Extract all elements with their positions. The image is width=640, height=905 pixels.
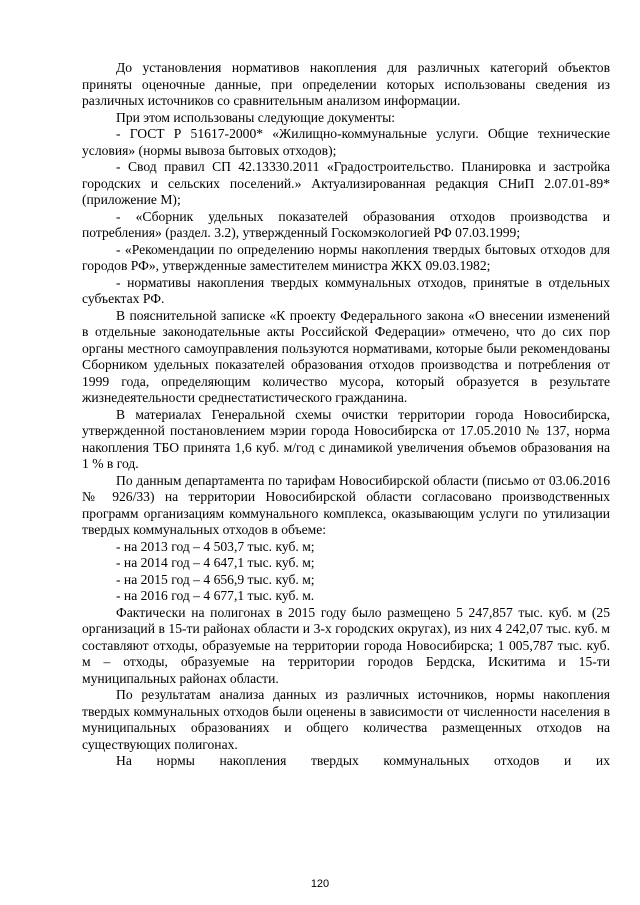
list-item-gost: - ГОСТ Р 51617-2000* «Жилищно-коммунальные услуги. Общие технические условия» (нормы вывоза бытовых отходов); <box>82 126 610 158</box>
list-item-sp-42: - Свод правил СП 42.13330.2011 «Градостроительство. Планировка и застройка городских и сельских поселений.» Актуализированная редакция СНиП 2.07.01-89*(приложение М); <box>82 159 610 207</box>
list-item-collection-indicators: - «Сборник удельных показателей образования отходов производства и потребления» (раздел. 3.2), утвержденный Госкомэкологией РФ 07.03.1999; <box>82 208 610 240</box>
paragraph-accumulation-norms-intro: До установления нормативов накопления для различных категорий объектов приняты оценочные данные, при определении которых использованы сведения из различных источников со сравнительным анализом информации. <box>82 60 610 108</box>
paragraph-explanatory-note: В пояснительной записке «К проекту Федерального закона «О внесении изменений в отдельные законодательные акты Российской Федерации» отмечено, что до сих пор органы местного самоуправления пользуются нормативами, которые были рекомендованы Сборником удельных показателей образования отходов производства и потребления от 1999 года, определяющим количество мусора, который образуется в результате жизнедеятельности среднестатистического гражданина. <box>82 307 610 405</box>
list-item-2013: - на 2013 год – 4 503,7 тыс. куб. м; <box>116 538 315 554</box>
paragraph-tariff-department: По данным департамента по тарифам Новосибирской области (письмо от 03.06.2016 № 926/33) на территории Новосибирской области согласовано производственных программ организациям коммунального комплекса, оказывающим услуги по утилизации твердых коммунальных отходов в объеме: <box>82 472 610 537</box>
list-item-regional-norms: - нормативы накопления твердых коммунальных отходов, принятые в отдельных субъектах РФ. <box>82 274 610 306</box>
paragraph-analysis-results: По результатам анализа данных из различных источников, нормы накопления твердых коммунальных отходов были оценены в зависимости от численности населения в муниципальных образованиях и общего количества размещенных отходов на существующих полигонах. <box>82 687 610 752</box>
list-item-2015: - на 2015 год – 4 656,9 тыс. куб. м; <box>116 571 315 587</box>
page-number: 120 <box>310 878 330 890</box>
paragraph-general-scheme: В материалах Генеральной схемы очистки территории города Новосибирска, утвержденной постановлением мэрии города Новосибирска от 17.05.2010 № 137, норма накопления ТБО принята 1,6 куб. м/год с динамикой увеличения объемов образования на 1 % в год. <box>82 406 610 471</box>
list-item-recommendations: - «Рекомендации по определению нормы накопления твердых бытовых отходов для городов РФ», утвержденные заместителем министра ЖКХ 09.03.1982; <box>82 241 610 273</box>
list-item-2014: - на 2014 год – 4 647,1 тыс. куб. м; <box>116 555 315 570</box>
paragraph-documents-used: При этом использованы следующие документы: <box>116 109 395 125</box>
list-item-2016: - на 2016 год – 4 677,1 тыс. куб. м. <box>116 588 315 603</box>
paragraph-landfill-2015: Фактически на полигонах в 2015 году было размещено 5 247,857 тыс. куб. м (25 организаций в 15-ти районах области и 3-х городских округах), из них 4 242,07 тыс. куб. м составляют отходы, образуемые на территории города Новосибирска; 1 005,787 тыс. куб. м – отходы, образуемые на территории городов Бердска, Искитима и 15-ти муниципальных районах области. <box>82 604 610 686</box>
document-body <box>82 60 610 770</box>
paragraph-norms-continued: На нормы накопления твердых коммунальных отходов и их <box>116 753 610 768</box>
